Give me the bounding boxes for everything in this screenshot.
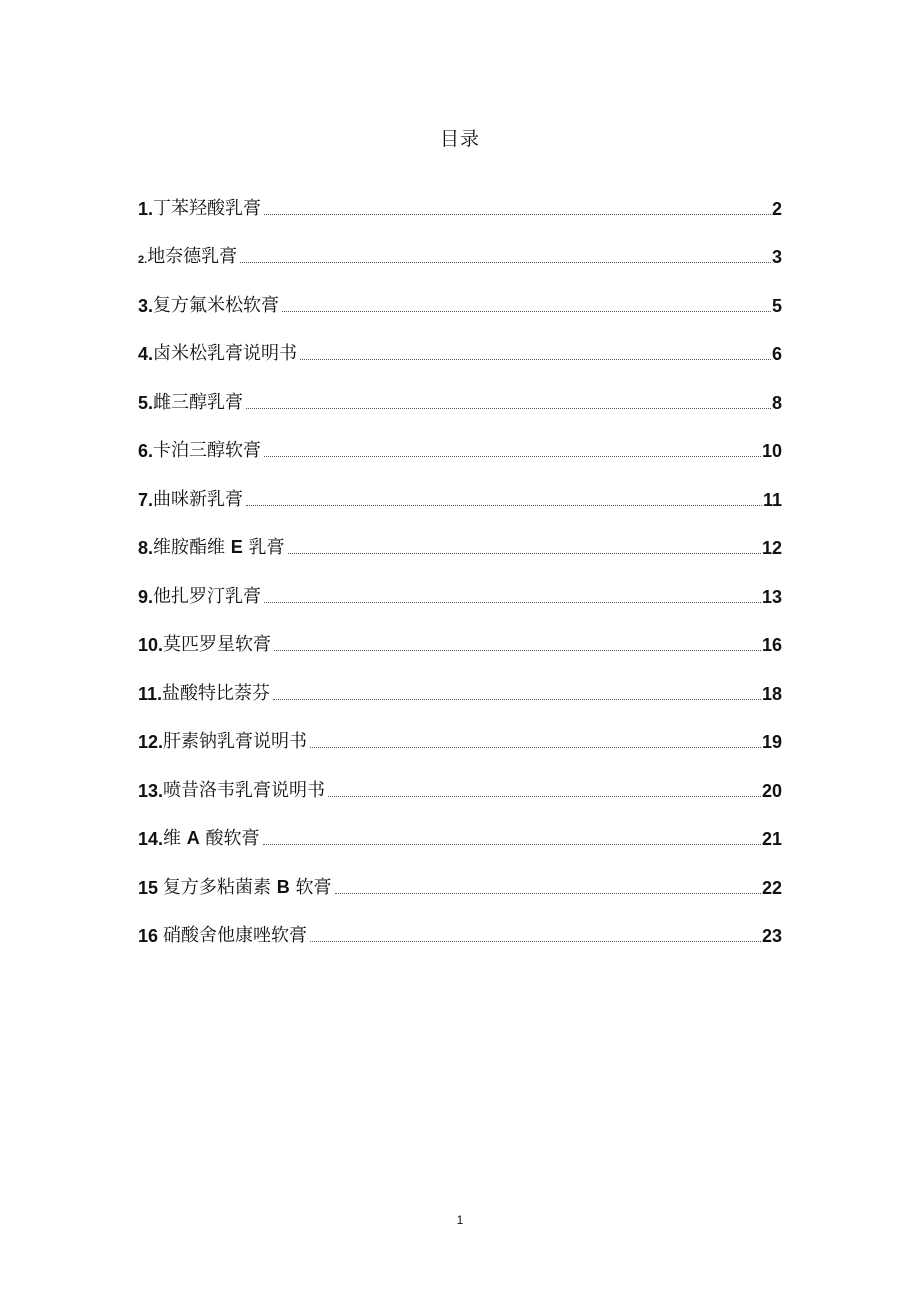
page-footer-number: 1: [456, 1213, 464, 1227]
dot-leader: [264, 602, 761, 603]
entry-number: 16: [138, 926, 164, 946]
dot-leader: [246, 408, 771, 409]
entry-page-number: 8: [771, 392, 782, 413]
entry-number: 1.: [138, 198, 154, 219]
toc-entry[interactable]: [138, 609, 782, 658]
entry-number: 10.: [138, 635, 164, 655]
dot-leader: [328, 796, 761, 797]
dot-leader: [274, 650, 761, 651]
entry-title-part: 乳膏: [242, 537, 285, 558]
entry-page-number: 11: [762, 489, 782, 510]
entry-number: 2.: [138, 254, 148, 266]
toc-entry[interactable]: [138, 512, 782, 561]
entry-page-number: 10: [761, 441, 782, 461]
toc-entry[interactable]: [138, 172, 782, 221]
dot-leader: [310, 941, 761, 942]
entry-page-number: 5: [771, 295, 782, 316]
toc-entry[interactable]: [138, 803, 782, 852]
dot-leader: [335, 893, 761, 894]
dot-leader: [246, 505, 762, 506]
entry-title: 丁苯羟酸乳膏: [153, 197, 262, 219]
entry-title-part: 维胺酯维: [153, 537, 231, 558]
entry-page-number: 20: [761, 780, 782, 801]
entry-number: 7.: [138, 489, 154, 510]
toc-title: 目录: [439, 128, 480, 150]
entry-title-latin: B: [276, 876, 290, 897]
entry-page-number: 22: [761, 877, 782, 898]
toc-list: [138, 172, 782, 948]
entry-page-number: 13: [761, 586, 782, 607]
dot-leader: [310, 747, 761, 748]
entry-page-number: 2: [771, 198, 782, 219]
toc-entry[interactable]: [138, 560, 782, 609]
entry-page-number: 6: [771, 344, 782, 364]
toc-entry[interactable]: [138, 657, 782, 706]
toc-entry[interactable]: [138, 706, 782, 755]
toc-entry[interactable]: [138, 221, 782, 270]
entry-page-number: 16: [761, 635, 782, 655]
toc-entry[interactable]: [138, 463, 782, 512]
entry-title: [153, 535, 284, 560]
entry-title: 肝素钠乳膏说明书: [163, 731, 308, 752]
toc-entry[interactable]: [138, 900, 782, 949]
dot-leader: [240, 262, 771, 263]
entry-title: 曲咪新乳膏: [153, 488, 244, 510]
entry-number: 5.: [138, 392, 154, 413]
entry-title: 卡泊三醇软膏: [153, 440, 262, 461]
dot-leader: [282, 311, 771, 312]
toc-entry[interactable]: [138, 318, 782, 367]
entry-page-number: 21: [761, 829, 782, 849]
entry-title-part: 软膏: [289, 876, 332, 898]
entry-page-number: 23: [761, 926, 782, 946]
entry-title: 雌三醇乳膏: [153, 391, 244, 413]
entry-title: 莫匹罗星软膏: [163, 634, 272, 655]
entry-page-number: 12: [761, 538, 782, 558]
entry-number: 13.: [138, 780, 164, 801]
toc-entry[interactable]: [138, 366, 782, 415]
dot-leader: [264, 456, 761, 457]
entry-title-latin: A: [186, 828, 200, 848]
toc-entry[interactable]: [138, 851, 782, 900]
entry-title: [163, 826, 259, 851]
entry-title: 复方氟米松软膏: [153, 294, 280, 316]
dot-leader: [288, 553, 761, 554]
dot-leader: [263, 844, 761, 845]
entry-page-number: 3: [771, 247, 782, 267]
dot-leader: [300, 359, 771, 360]
entry-title: 喷昔洛韦乳膏说明书: [163, 779, 326, 801]
toc-entry[interactable]: [138, 415, 782, 464]
toc-entry[interactable]: [138, 754, 782, 803]
entry-number: 15: [138, 877, 164, 898]
entry-title: 卤米松乳膏说明书: [153, 343, 298, 364]
entry-title-part: 复方多粘菌素: [163, 876, 277, 898]
entry-number: 4.: [138, 344, 154, 364]
entry-number: 14.: [138, 829, 164, 849]
entry-title-latin: E: [230, 537, 243, 557]
entry-number: 11.: [138, 683, 163, 704]
entry-title: [163, 875, 331, 900]
entry-title-part: 维: [163, 828, 187, 849]
entry-number: 8.: [138, 538, 154, 558]
dot-leader: [264, 214, 771, 215]
toc-entry[interactable]: [138, 269, 782, 318]
entry-title: 地奈德乳膏: [147, 246, 238, 267]
entry-title: 硝酸舍他康唑软膏: [163, 925, 308, 946]
entry-number: 3.: [138, 295, 154, 316]
entry-title-part: 酸软膏: [199, 828, 260, 849]
entry-title: 他扎罗汀乳膏: [153, 585, 262, 607]
dot-leader: [273, 699, 761, 700]
entry-page-number: 18: [761, 683, 782, 704]
entry-title: 盐酸特比萘芬: [162, 682, 271, 704]
entry-number: 9.: [138, 586, 154, 607]
entry-number: 6.: [138, 441, 154, 461]
entry-page-number: 19: [761, 732, 782, 752]
entry-number: 12.: [138, 732, 164, 752]
